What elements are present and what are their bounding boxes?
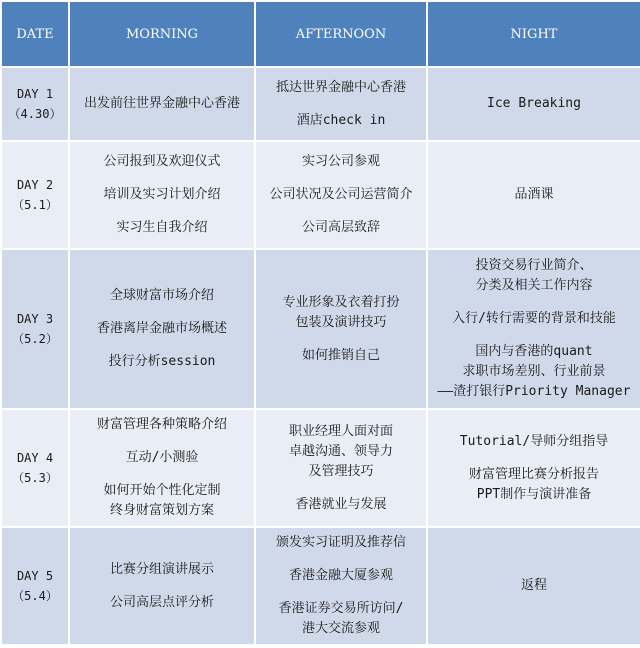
table-row	[1, 249, 640, 409]
day-date: （5.2）	[12, 332, 58, 346]
activity-text: 返程	[520, 578, 547, 593]
activity-text: 投资交易行业简介、	[475, 258, 593, 273]
activity-item	[260, 566, 422, 586]
activity-text: 香港离岸金融市场概述	[96, 321, 227, 336]
day-cell	[1, 249, 69, 409]
activity-text: 比赛分组演讲展示	[109, 561, 214, 577]
header-afternoon: AFTERNOON	[255, 1, 427, 67]
activity-item	[432, 432, 636, 452]
activity-text: PPT制作与演讲准备	[476, 486, 592, 502]
activity-text: 如何开始个性化定制	[103, 483, 221, 498]
day-date: （4.30）	[8, 107, 62, 121]
activity-item	[260, 533, 422, 553]
activity-text: 卓越沟通、领导力	[288, 443, 393, 459]
activity-item	[260, 495, 422, 515]
afternoon-cell	[255, 409, 427, 527]
day-date: （5.3）	[12, 471, 58, 485]
activity-text: 香港证券交易所访问/	[278, 601, 404, 616]
activity-item	[74, 352, 250, 372]
afternoon-cell	[255, 67, 427, 141]
morning-cell	[69, 249, 255, 409]
activity-text: 抵达世界金融中心香港	[275, 79, 406, 95]
activity-text: 及管理技巧	[308, 463, 374, 479]
activity-text: 财富管理各种策略介绍	[96, 417, 227, 432]
table-body	[1, 67, 640, 645]
activity-text: 公司状况及公司运营简介	[269, 187, 413, 202]
activity-item	[260, 422, 422, 482]
morning-cell	[69, 409, 255, 527]
activity-text: 分类及相关工作内容	[475, 278, 593, 293]
activity-text: 公司高层点评分析	[109, 594, 214, 610]
header-row	[1, 1, 640, 67]
day-cell	[1, 409, 69, 527]
activity-text: 终身财富策划方案	[109, 503, 214, 518]
night-cell	[427, 409, 640, 527]
table-row	[1, 67, 640, 141]
night-cell	[427, 527, 640, 645]
activity-text: 入行/转行需要的背景和技能	[452, 311, 616, 326]
table-row	[1, 527, 640, 645]
table-row	[1, 409, 640, 527]
activity-text: 公司高层致辞	[301, 220, 380, 235]
header-night: NIGHT	[427, 1, 640, 67]
day-date: （5.4）	[12, 589, 58, 603]
day-label: DAY 3	[16, 312, 54, 326]
activity-item	[260, 346, 422, 366]
activity-text: Ice Breaking	[487, 96, 581, 111]
activity-text: 互动/小测验	[125, 450, 199, 465]
activity-text: 专业形象及衣着打扮	[282, 294, 400, 310]
activity-item	[74, 448, 250, 468]
activity-item	[260, 599, 422, 639]
day-date: （5.1）	[12, 198, 58, 212]
activity-item	[432, 576, 636, 596]
activity-text: 财富管理比赛分析报告	[468, 466, 599, 482]
activity-text: Tutorial/导师分组指导	[459, 433, 609, 449]
activity-item	[432, 342, 636, 402]
activity-item	[74, 152, 250, 172]
activity-item	[260, 111, 422, 131]
afternoon-cell	[255, 141, 427, 249]
activity-item	[260, 152, 422, 172]
activity-text: 公司报到及欢迎仪式	[103, 154, 221, 169]
activity-item	[260, 185, 422, 205]
activity-text: 职业经理人面对面	[288, 423, 393, 439]
night-cell	[427, 67, 640, 141]
morning-cell	[69, 141, 255, 249]
activity-item	[432, 185, 636, 205]
activity-text: 培训及实习计划介绍	[103, 187, 221, 202]
activity-text: 香港就业与发展	[295, 496, 387, 512]
activity-item	[74, 415, 250, 435]
activity-text: 品酒课	[514, 187, 554, 202]
day-cell	[1, 141, 69, 249]
header-date: DATE	[1, 1, 69, 67]
night-cell	[427, 141, 640, 249]
activity-item	[74, 481, 250, 521]
activity-item	[260, 218, 422, 238]
activity-item	[432, 309, 636, 329]
table-row	[1, 141, 640, 249]
activity-text: 包装及演讲技巧	[295, 314, 387, 330]
activity-text: 求职市场差别、行业前景	[462, 364, 606, 379]
activity-text: 全球财富市场介绍	[109, 288, 214, 303]
activity-text: 如何推销自己	[301, 347, 380, 363]
day-label: DAY 1	[16, 87, 54, 101]
day-cell	[1, 527, 69, 645]
afternoon-cell	[255, 249, 427, 409]
activity-text: 香港金融大厦参观	[288, 568, 393, 583]
activity-text: 出发前往世界金融中心香港	[83, 96, 240, 111]
activity-item	[260, 78, 422, 98]
night-cell	[427, 249, 640, 409]
activity-item	[74, 286, 250, 306]
day-cell	[1, 67, 69, 141]
activity-text: ——渣打银行Priority Manager	[437, 384, 631, 399]
activity-item	[74, 560, 250, 580]
day-label: DAY 2	[16, 178, 54, 192]
activity-text: 酒店check in	[296, 112, 386, 128]
day-label: DAY 5	[16, 569, 54, 583]
activity-item	[74, 94, 250, 114]
activity-text: 实习生自我介绍	[116, 220, 208, 235]
activity-item	[432, 465, 636, 505]
activity-item	[74, 593, 250, 613]
activity-item	[74, 319, 250, 339]
activity-text: 投行分析session	[108, 354, 216, 369]
activity-item	[432, 256, 636, 296]
activity-text: 实习公司参观	[301, 154, 380, 169]
activity-item	[260, 293, 422, 333]
activity-item	[74, 218, 250, 238]
activity-item	[432, 94, 636, 114]
activity-item	[74, 185, 250, 205]
activity-text: 国内与香港的quant	[475, 344, 593, 359]
morning-cell	[69, 67, 255, 141]
header-morning: MORNING	[69, 1, 255, 67]
afternoon-cell	[255, 527, 427, 645]
day-label: DAY 4	[16, 451, 54, 465]
activity-text: 港大交流参观	[301, 621, 380, 636]
activity-text: 颁发实习证明及推荐信	[275, 535, 406, 550]
morning-cell	[69, 527, 255, 645]
table-header	[1, 1, 640, 67]
